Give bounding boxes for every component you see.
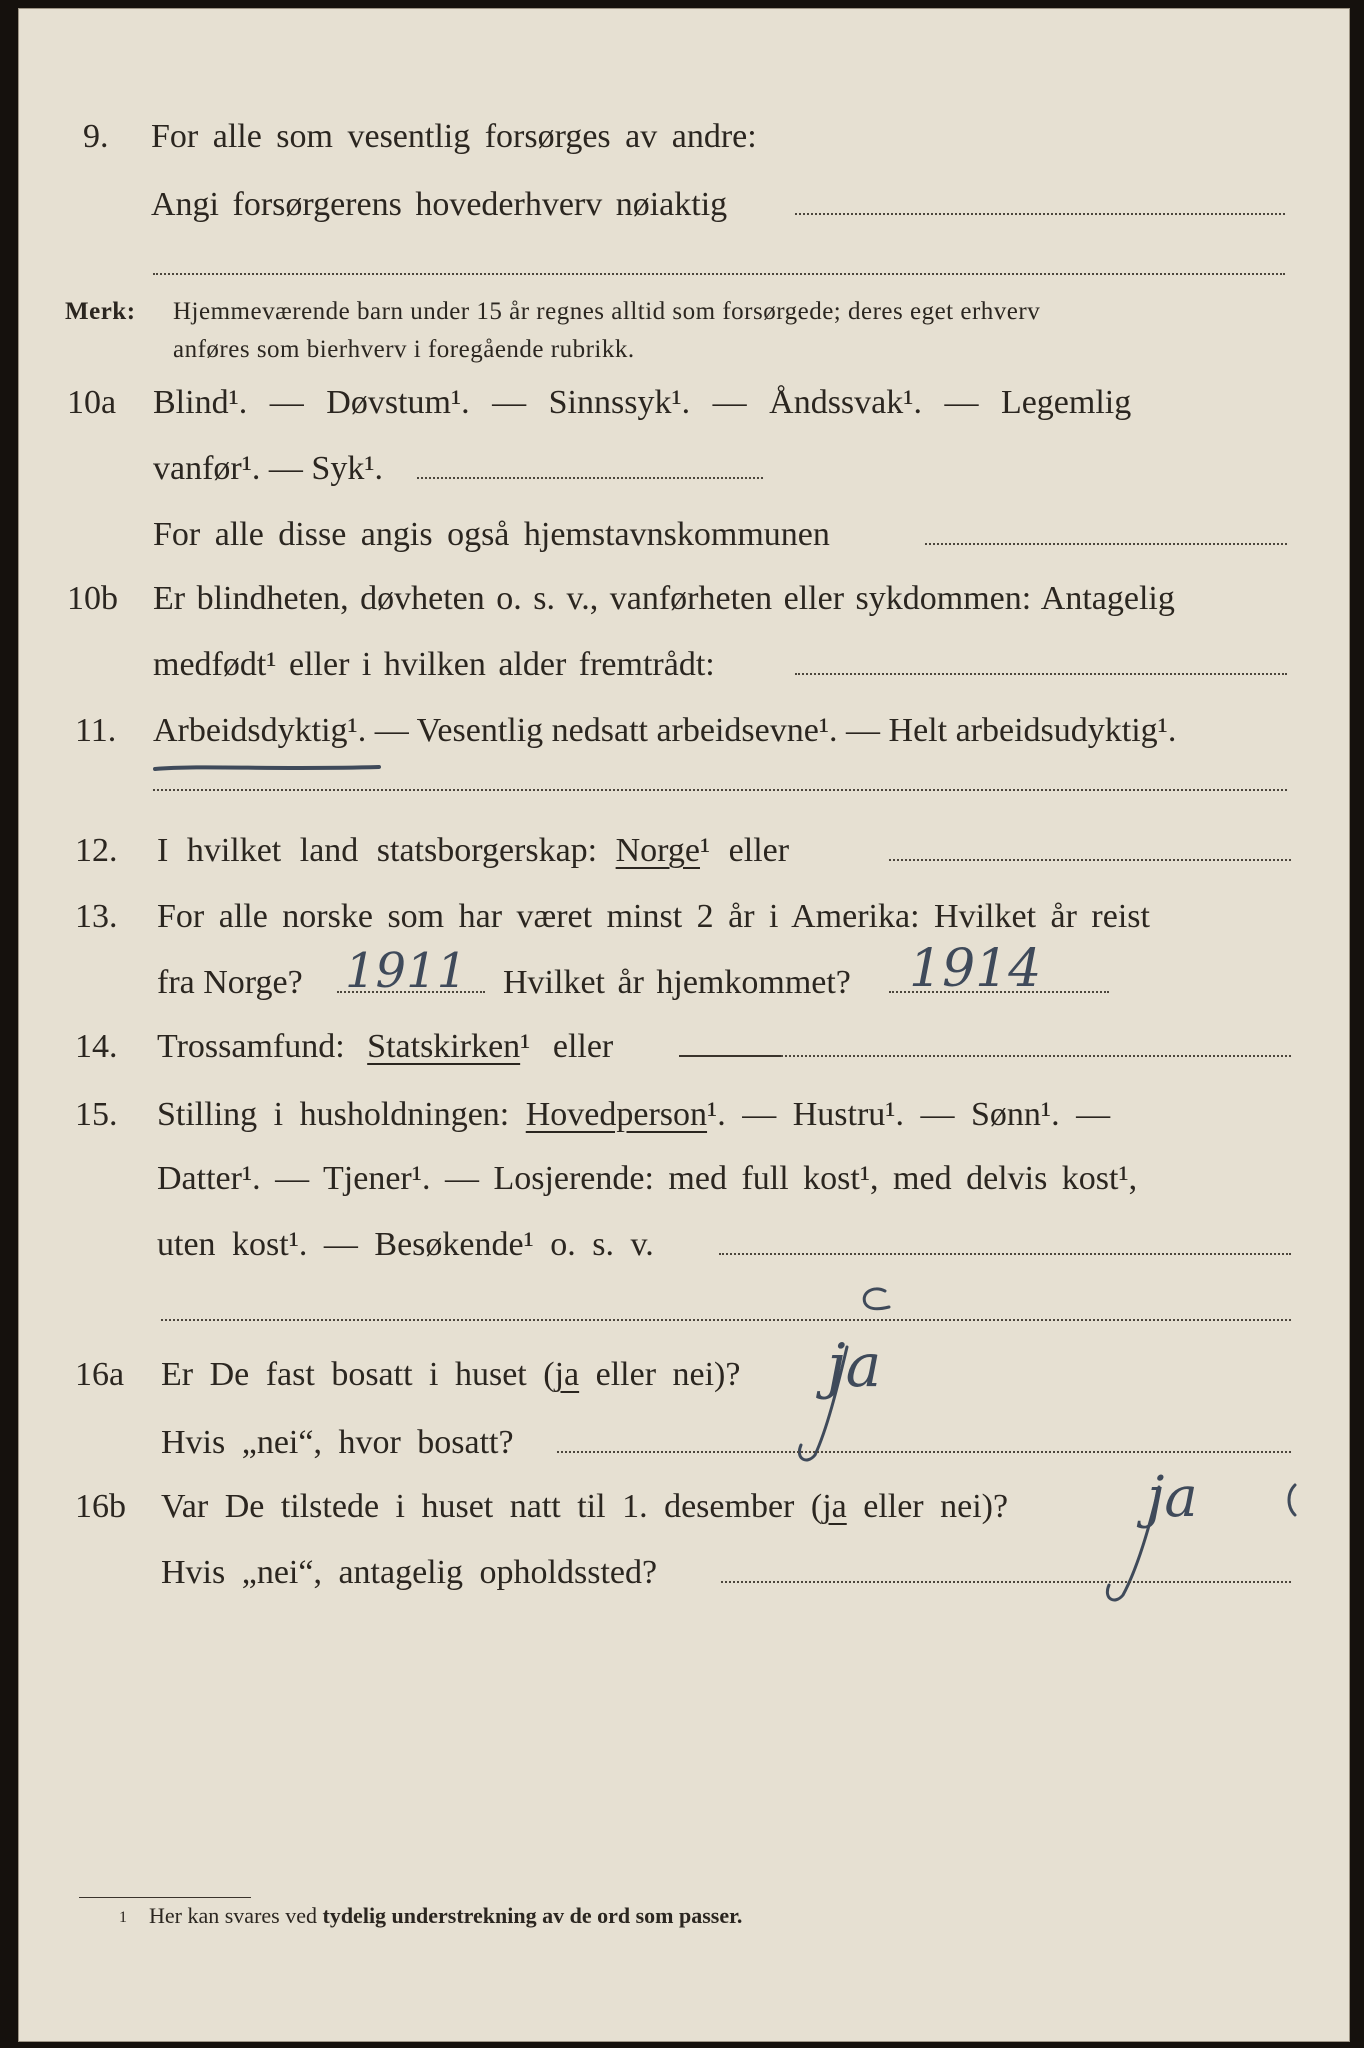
merk-text-line2: anføres som bierhverv i foregående rubrikk. (173, 336, 635, 363)
q13-answer-hjem: 1914 (909, 939, 1042, 999)
q14-option-statskirken[interactable]: Statskirken (367, 1028, 521, 1065)
q13-text-line1: For alle norske som har været minst 2 år i Amerika: Hvilket år reist (157, 898, 1150, 935)
q14-suffix: ¹ eller (520, 1028, 614, 1065)
q10a-number: 10a (67, 384, 117, 421)
q16b-suffix: eller nei)? (846, 1488, 1009, 1525)
q15-other-options: ¹. — Hustru¹. — Sønn¹. — (707, 1096, 1111, 1133)
q11-other-options: ¹. — Vesentlig nedsatt arbeidsevne¹. — Helt arbeidsudyktig¹. (347, 712, 1177, 749)
q16b-text (161, 1487, 1008, 1527)
q14-text (157, 1027, 613, 1067)
q15-number: 15. (75, 1096, 118, 1133)
footnote-mark: 1 (119, 1909, 127, 1926)
q15-answer-line[interactable] (719, 1253, 1291, 1255)
q16a-text-line2: Hvis „nei“, hvor bosatt? (161, 1424, 514, 1461)
q9-text-line2: Angi forsørgerens hovederhverv nøiaktig (151, 186, 728, 223)
q11-number: 11. (75, 712, 117, 749)
q16b-number: 16b (75, 1488, 126, 1525)
q10a-kommune-answer-line[interactable] (925, 543, 1287, 545)
q15-text-line2: Datter¹. — Tjener¹. — Losjerende: med full kost¹, med delvis kost¹, (157, 1160, 1138, 1197)
q13-text-line2a: fra Norge? (157, 964, 303, 1001)
q13-number: 13. (75, 898, 118, 935)
margin-mark (1283, 1481, 1303, 1521)
q10a-text-line1: Blind¹. — Døvstum¹. — Sinnssyk¹. — Åndssvak¹. — Legemlig (153, 384, 1132, 421)
q12-prefix: I hvilket land statsborgerskap: (157, 832, 598, 869)
footnote-text (149, 1903, 742, 1929)
q16a-option-ja[interactable]: ja (554, 1356, 580, 1393)
q16a-suffix: eller nei)? (579, 1356, 741, 1393)
q16b-prefix: Var De tilstede i huset natt til 1. desember ( (161, 1488, 823, 1525)
q13-answer-reist: 1911 (345, 943, 468, 999)
q11-text (153, 711, 1176, 751)
q16a-number: 16a (75, 1356, 125, 1393)
q15-option-hovedperson[interactable]: Hovedperson (525, 1096, 708, 1133)
q15-text-line3: uten kost¹. — Besøkende¹ o. s. v. (157, 1226, 654, 1263)
q16b-answer: ja (1147, 1465, 1198, 1530)
q11-option-arbeidsdyktig[interactable]: Arbeidsdyktig (153, 712, 348, 749)
q9-number: 9. (83, 118, 109, 155)
q9-answer-line-2[interactable] (153, 273, 1285, 275)
q10b-text-line1: Er blindheten, døvheten o. s. v., vanførheten eller sykdommen: Antagelig (153, 580, 1175, 617)
q14-answer-line-solid (679, 1055, 781, 1057)
q10a-text-line2: vanfør¹. — Syk¹. (153, 450, 384, 487)
census-form-page (18, 8, 1350, 2042)
merk-label: Merk: (65, 298, 136, 325)
q15-answer-line-2[interactable] (161, 1319, 1291, 1321)
footnote-text-part2: tydelig understrekning av de ord som passer. (322, 1903, 743, 1928)
q12-text (157, 831, 789, 871)
q14-answer-line[interactable] (781, 1055, 1291, 1057)
q16b-answer-line[interactable] (721, 1581, 1291, 1583)
q16b-hand-stroke (1089, 1479, 1199, 1609)
q16b-text-line2: Hvis „nei“, antagelig opholdssted? (161, 1554, 658, 1591)
q16a-text (161, 1355, 740, 1395)
footnote-rule (79, 1897, 251, 1898)
q15-prefix: Stilling i husholdningen: (157, 1096, 510, 1133)
q10b-text-line2: medfødt¹ eller i hvilken alder fremtrådt: (153, 646, 715, 683)
q12-answer-line[interactable] (889, 859, 1291, 861)
q10b-answer-line[interactable] (795, 673, 1287, 675)
check-mark (855, 1285, 895, 1315)
footnote-text-part1: Her kan svares ved (149, 1903, 323, 1928)
q16a-answer-line[interactable] (557, 1451, 1291, 1453)
q9-answer-line[interactable] (795, 213, 1285, 215)
q11-hand-underline (153, 761, 383, 775)
q9-text-line1: For alle som vesentlig forsørges av andre: (151, 118, 757, 155)
q12-suffix: ¹ eller (699, 832, 790, 869)
q10a-text-line3: For alle disse angis også hjemstavnskommunen (153, 516, 830, 553)
q11-answer-line[interactable] (153, 789, 1287, 791)
q12-option-norge[interactable]: Norge (615, 832, 700, 869)
merk-text-line1: Hjemmeværende barn under 15 år regnes alltid som forsørgede; deres eget erhverv (173, 298, 1041, 325)
q13-text-line2b: Hvilket år hjemkommet? (503, 964, 851, 1001)
q16a-answer: ja (827, 1331, 882, 1401)
q14-prefix: Trossamfund: (157, 1028, 345, 1065)
q10a-syk-answer-line[interactable] (417, 477, 763, 479)
q12-number: 12. (75, 832, 118, 869)
q10b-number: 10b (67, 580, 118, 617)
q14-number: 14. (75, 1028, 118, 1065)
q16a-prefix: Er De fast bosatt i huset ( (161, 1356, 555, 1393)
q15-text-line1 (157, 1095, 1110, 1135)
q16a-hand-stroke (787, 1339, 897, 1469)
q16b-option-ja[interactable]: ja (822, 1488, 847, 1525)
